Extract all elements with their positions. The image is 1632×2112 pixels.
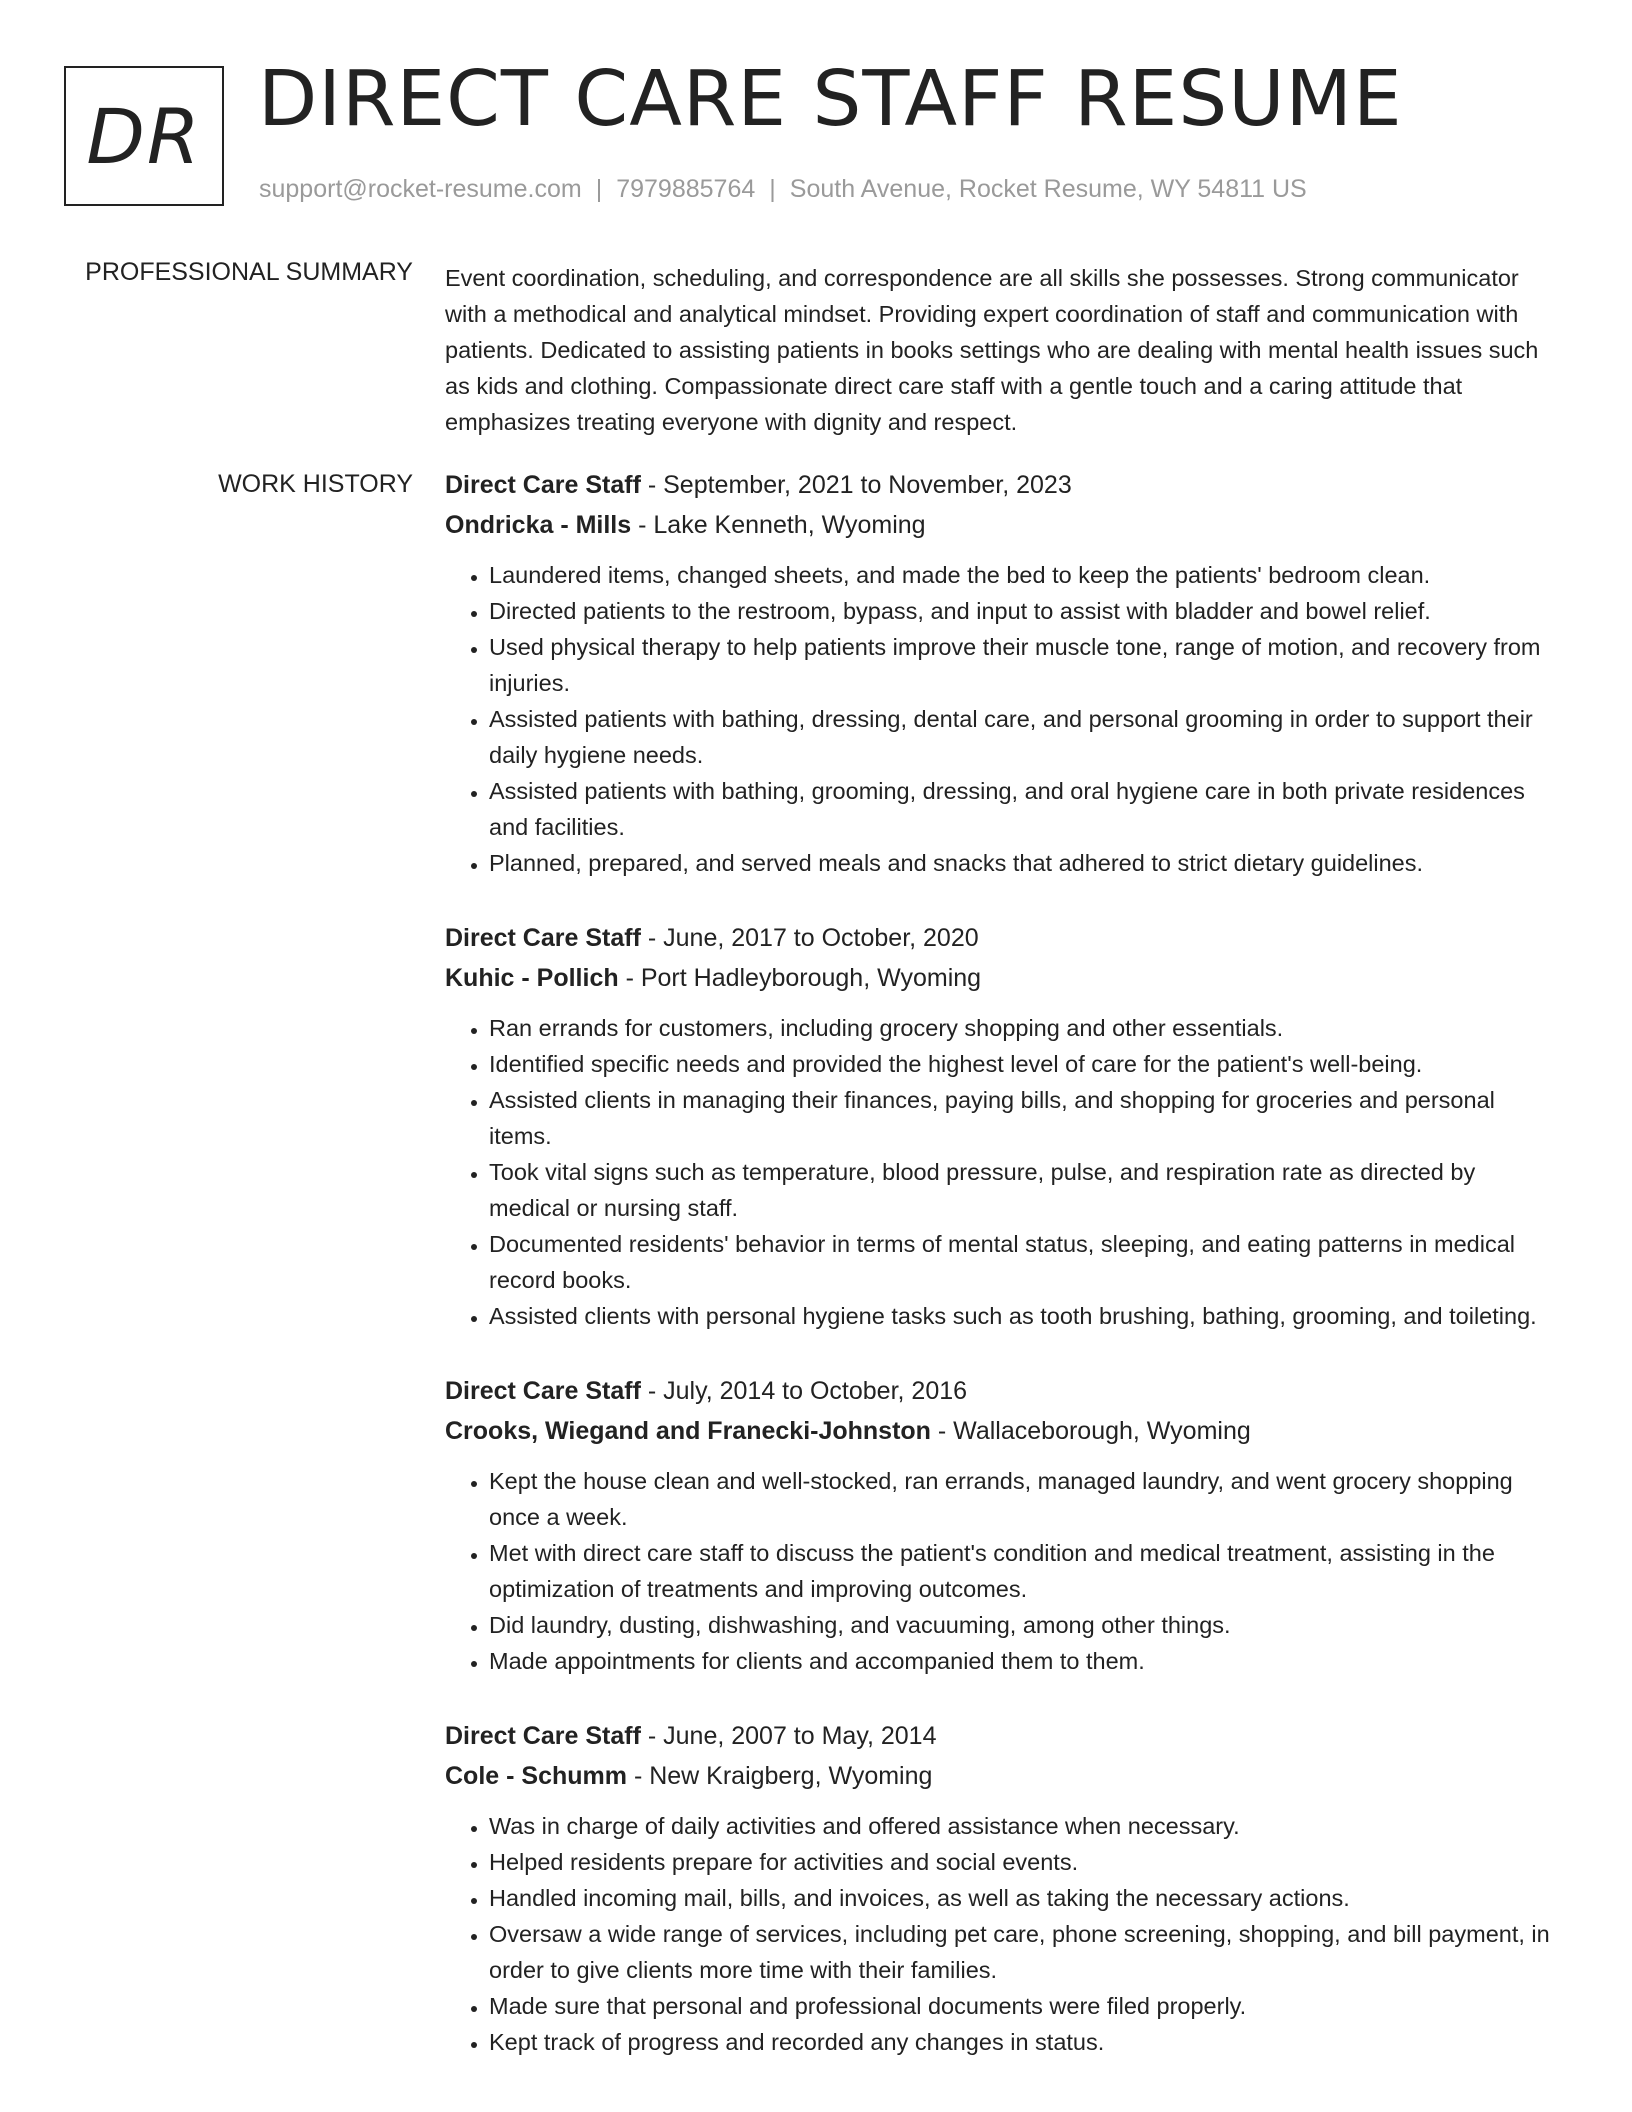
work-history-body <box>445 465 1560 2097</box>
job-company: Crooks, Wiegand and Franecki-Johnston <box>445 1417 931 1445</box>
job-company-line <box>445 505 1560 545</box>
job-bullet: • Used physical therapy to help patients improve their muscle tone, range of motion, and recovery from injuries. <box>489 629 1560 701</box>
section-label-work-history: WORK HISTORY <box>218 470 413 498</box>
job-bullets <box>445 1808 1560 2060</box>
contact-line <box>259 175 1307 204</box>
job-bullet: • Kept track of progress and recorded any changes in status. <box>489 2024 1560 2060</box>
job-bullet: • Made appointments for clients and accompanied them to them. <box>489 1643 1560 1679</box>
job-company-line <box>445 1756 1560 1796</box>
job-entry <box>445 1716 1560 2060</box>
job-title-line <box>445 465 1560 505</box>
job-bullet: • Handled incoming mail, bills, and invoices, as well as taking the necessary actions. <box>489 1880 1560 1916</box>
job-bullet: • Ran errands for customers, including grocery shopping and other essentials. <box>489 1010 1560 1046</box>
job-bullet: • Documented residents' behavior in terms of mental status, sleeping, and eating patterns in medical record books. <box>489 1226 1560 1298</box>
job-company-line <box>445 958 1560 998</box>
job-title: Direct Care Staff <box>445 1377 641 1405</box>
job-title: Direct Care Staff <box>445 1722 641 1750</box>
job-company: Ondricka - Mills <box>445 511 632 539</box>
job-location: - Lake Kenneth, Wyoming <box>638 511 926 539</box>
job-title-line <box>445 1716 1560 1756</box>
job-bullet: • Made sure that personal and professional documents were filed properly. <box>489 1988 1560 2024</box>
contact-separator: | <box>769 175 776 203</box>
job-entry <box>445 918 1560 1334</box>
job-bullet: • Was in charge of daily activities and offered assistance when necessary. <box>489 1808 1560 1844</box>
job-title-line <box>445 918 1560 958</box>
monogram-initials: DR <box>86 91 202 181</box>
job-bullet: • Assisted clients in managing their finances, paying bills, and shopping for groceries and personal items. <box>489 1082 1560 1154</box>
summary-text: Event coordination, scheduling, and correspondence are all skills she possesses. Strong communicator with a methodical and analytical mindset. Providing expert coordination of staff and communication with patients. Dedicated to assisting patients in books settings who are dealing with mental health issues such as kids and clothing. Compassionate direct care staff with a gentle touch and a caring attitude that emphasizes treating everyone with dignity and respect. <box>445 265 1539 435</box>
job-title: Direct Care Staff <box>445 471 641 499</box>
job-entry <box>445 1371 1560 1679</box>
monogram-box <box>64 66 224 206</box>
resume-title: DIRECT CARE STAFF RESUME <box>258 55 1403 144</box>
job-bullet: • Met with direct care staff to discuss the patient's condition and medical treatment, assisting in the optimization of treatments and improving outcomes. <box>489 1535 1560 1607</box>
job-bullet: • Kept the house clean and well-stocked, ran errands, managed laundry, and went grocery shopping once a week. <box>489 1463 1560 1535</box>
job-bullet: • Assisted patients with bathing, dressing, dental care, and personal grooming in order to support their daily hygiene needs. <box>489 701 1560 773</box>
job-title: Direct Care Staff <box>445 924 641 952</box>
job-bullet: • Helped residents prepare for activities and social events. <box>489 1844 1560 1880</box>
job-company-line <box>445 1411 1560 1451</box>
job-bullet: • Planned, prepared, and served meals and snacks that adhered to strict dietary guidelines. <box>489 845 1560 881</box>
job-bullet: • Identified specific needs and provided the highest level of care for the patient's well-being. <box>489 1046 1560 1082</box>
contact-phone: 7979885764 <box>616 175 756 203</box>
section-label-summary: PROFESSIONAL SUMMARY <box>85 258 413 286</box>
job-location: - New Kraigberg, Wyoming <box>633 1762 933 1790</box>
job-company: Kuhic - Pollich <box>445 964 619 992</box>
job-bullets <box>445 1010 1560 1334</box>
job-bullet: • Took vital signs such as temperature, blood pressure, pulse, and respiration rate as directed by medical or nursing staff. <box>489 1154 1560 1226</box>
job-location: - Port Hadleyborough, Wyoming <box>625 964 982 992</box>
summary-body <box>445 260 1560 440</box>
contact-separator: | <box>595 175 603 203</box>
job-location: - Wallaceborough, Wyoming <box>937 1417 1251 1445</box>
job-bullet: • Oversaw a wide range of services, including pet care, phone screening, shopping, and bill payment, in order to give clients more time with their families. <box>489 1916 1560 1988</box>
job-bullet: • Laundered items, changed sheets, and made the bed to keep the patients' bedroom clean. <box>489 557 1560 593</box>
job-bullet: • Directed patients to the restroom, bypass, and input to assist with bladder and bowel relief. <box>489 593 1560 629</box>
job-dates: - July, 2014 to October, 2016 <box>647 1377 968 1405</box>
job-entry <box>445 465 1560 881</box>
contact-email: support@rocket-resume.com <box>259 175 582 203</box>
job-bullet: • Assisted patients with bathing, grooming, dressing, and oral hygiene care in both private residences and facilities. <box>489 773 1560 845</box>
job-dates: - June, 2017 to October, 2020 <box>647 924 979 952</box>
job-bullets <box>445 557 1560 881</box>
job-bullet: • Did laundry, dusting, dishwashing, and vacuuming, among other things. <box>489 1607 1560 1643</box>
job-bullet: • Assisted clients with personal hygiene tasks such as tooth brushing, bathing, grooming, and toileting. <box>489 1298 1560 1334</box>
job-dates: - September, 2021 to November, 2023 <box>647 471 1072 499</box>
job-company: Cole - Schumm <box>445 1762 627 1790</box>
job-bullets <box>445 1463 1560 1679</box>
job-title-line <box>445 1371 1560 1411</box>
contact-address: South Avenue, Rocket Resume, WY 54811 US <box>789 175 1307 203</box>
job-dates: - June, 2007 to May, 2014 <box>647 1722 937 1750</box>
